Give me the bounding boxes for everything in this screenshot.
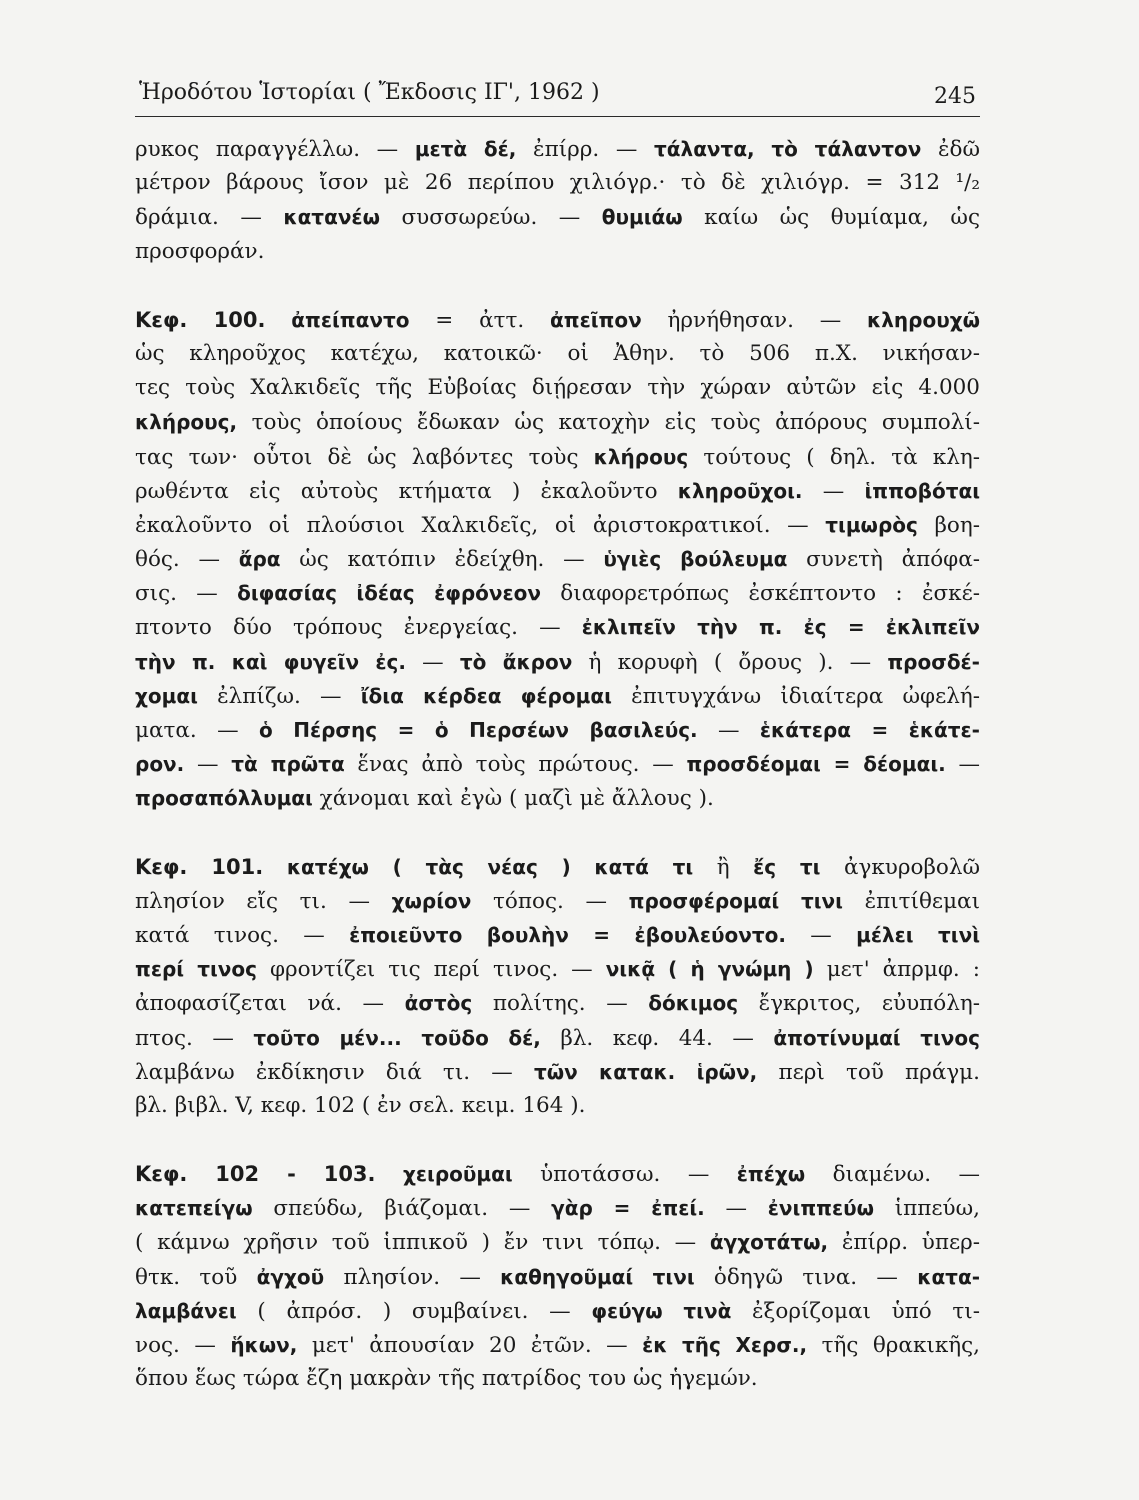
text-line: λαμβάνω ἐκδίκησιν διά τι. — τῶν κατακ. ἱρῶν, περὶ τοῦ πράγμ.: [135, 1059, 980, 1085]
text-line: πτος. — τοῦτο μέν... τοῦδο δέ, βλ. κεφ. 44. — ἀποτίνυμαί τινος: [135, 1025, 980, 1051]
lemma: ἀπεῖπον: [550, 307, 642, 332]
lemma: χειροῦμαι: [403, 1162, 513, 1187]
lemma: ἐκλιπεῖν τὴν π. ἐς = ἐκλιπεῖν: [581, 615, 980, 640]
lemma: κατα-: [917, 1264, 980, 1289]
lemma: ὁ Πέρσης = ὁ Περσέων βασιλεύς.: [258, 718, 698, 742]
lemma: ἑκάτερα = ἑκάτε-: [759, 718, 980, 742]
lemma: προσδέ-: [887, 649, 980, 674]
lemma: διφασίας ἰδέας ἐφρόνεον: [237, 581, 542, 606]
lemma: φεύγω τινὰ: [591, 1298, 732, 1323]
text-line: λαμβάνει ( ἀπρόσ. ) συμβαίνει. — φεύγω τινὰ ἐξορίζομαι ὑπό τι-: [135, 1298, 980, 1324]
lemma: ἱπποβόται: [864, 478, 980, 503]
text-line: ἀποφασίζεται νά. — ἀστὸς πολίτης. — δόκιμος ἔγκριτος, εὐυπόλη-: [135, 991, 980, 1017]
lemma: ἀπείπαντο: [291, 307, 410, 332]
running-title: Ἡροδότου Ἱστορίαι ( Ἔκδοσις ΙΓ', 1962 ): [139, 80, 600, 105]
chapter-heading: Κεφ. 102 - 103.: [135, 1162, 376, 1187]
text-line: μέτρον βάρους ἴσον μὲ 26 περίπου χιλιόγρ.· τὸ δὲ χιλιόγρ. = 312 ¹/₂: [135, 170, 980, 196]
text-line: δράμια. — κατανέω συσσωρεύω. — θυμιάω καίω ὡς θυμίαμα, ὡς: [135, 205, 980, 231]
chapter-heading: Κεφ. 101.: [135, 854, 264, 879]
text-line: ὅπου ἕως τώρα ἔζη μακρὰν τῆς πατρίδος του ὡς ἡγεμών.: [135, 1366, 758, 1392]
lemma: κατανέω: [283, 205, 380, 230]
text-line: ρωθέντα εἰς αὐτοὺς κτήματα ) ἐκαλοῦντο κληροῦχοι. — ἱπποβόται: [135, 478, 980, 504]
text-line: ρυκος παραγγέλλω. — μετὰ δέ, ἐπίρρ. — τάλαντα, τὸ τάλαντον ἐδῶ: [135, 137, 980, 162]
lemma: χωρίον: [391, 888, 472, 913]
lemma: τὰ πρῶτα: [231, 752, 345, 777]
text-line: προσφοράν.: [135, 238, 265, 264]
text-line: θτκ. τοῦ ἀγχοῦ πλησίον. — καθηγοῦμαί τινι ὁδηγῶ τινα. — κατα-: [135, 1264, 980, 1290]
lemma: τάλαντα, τὸ τάλαντον: [654, 137, 922, 161]
lemma: κληρουχῶ: [867, 307, 980, 332]
text-line: κλήρους, τοὺς ὁποίους ἔδωκαν ὡς κατοχὴν εἰς τοὺς ἀπόρους συμπολί-: [135, 410, 980, 436]
text-line: Κεφ. 102 - 103. χειροῦμαι ὑποτάσσω. — ἐπέχω διαμένω. —: [135, 1162, 980, 1188]
lemma: ἀποτίνυμαί τινος: [773, 1025, 980, 1050]
text-line: ρον. — τὰ πρῶτα ἕνας ἀπὸ τοὺς πρώτους. — προσδέομαι = δέομαι. —: [135, 752, 980, 778]
lemma: λαμβάνει: [135, 1298, 237, 1323]
lemma: καθηγοῦμαί τινι: [500, 1264, 695, 1289]
lemma: ἔς τι: [753, 854, 821, 879]
lemma: προσαπόλλυμαι: [135, 786, 313, 811]
lemma: προσδέομαι = δέομαι.: [686, 752, 946, 777]
text-line: ματα. — ὁ Πέρσης = ὁ Περσέων βασιλεύς. — ἑκάτερα = ἑκάτε-: [135, 718, 980, 743]
text-line: ἐκαλοῦντο οἱ πλούσιοι Χαλκιδεῖς, οἱ ἀριστοκρατικοί. — τιμωρὸς βοη-: [135, 512, 980, 538]
text-line: πλησίον εἴς τι. — χωρίον τόπος. — προσφέρομαί τινι ἐπιτίθεμαι: [135, 888, 980, 914]
lemma: ἥκων,: [230, 1333, 298, 1357]
text-line: σις. — διφασίας ἰδέας ἐφρόνεον διαφορετρόπως ἐσκέπτοντο : ἐσκέ-: [135, 581, 980, 607]
lemma: ἴδια κέρδεα φέρομαι: [360, 683, 612, 708]
lemma: δόκιμος: [648, 991, 739, 1016]
lemma: ἀγχοῦ: [256, 1264, 325, 1289]
lemma: ρον.: [135, 752, 185, 777]
lemma: τῶν κατακ. ἱρῶν,: [533, 1059, 758, 1084]
lemma: ἐνιππεύω: [767, 1196, 874, 1221]
lemma: νικᾷ ( ἡ γνώμη ): [605, 957, 814, 982]
text-line: προσαπόλλυμαι χάνομαι καὶ ἐγὼ ( μαζὶ μὲ ἄλλους ).: [135, 786, 714, 812]
text-line: χομαι ἐλπίζω. — ἴδια κέρδεα φέρομαι ἐπιτυγχάνω ἰδιαίτερα ὠφελή-: [135, 683, 980, 709]
commentary-text: [135, 132, 980, 1396]
lemma: τὸ ἄκρον: [459, 649, 573, 674]
lemma: θυμιάω: [601, 205, 683, 230]
text-line: Κεφ. 101. κατέχω ( τὰς νέας ) κατά τι ἢ ἔς τι ἀγκυροβολῶ: [135, 854, 980, 880]
text-line: κατά τινος. — ἐποιεῦντο βουλὴν = ἐβουλεύοντο. — μέλει τινὶ: [135, 922, 980, 948]
text-line: τὴν π. καὶ φυγεῖν ἐς. — τὸ ἄκρον ἡ κορυφὴ ( ὄρους ). — προσδέ-: [135, 649, 980, 675]
lemma: προσφέρομαί τινι: [628, 888, 843, 913]
lemma: ἐπέχω: [736, 1162, 806, 1187]
text-line: νος. — ἥκων, μετ' ἀπουσίαν 20 ἐτῶν. — ἐκ τῆς Χερσ., τῆς θρακικῆς,: [135, 1333, 980, 1358]
text-line: Κεφ. 100. ἀπείπαντο = ἀττ. ἀπεῖπον ἠρνήθησαν. — κληρουχῶ: [135, 307, 980, 333]
lemma: τιμωρὸς: [825, 512, 918, 537]
lemma: χομαι: [135, 683, 198, 708]
text-line: ὡς κληροῦχος κατέχω, κατοικῶ· οἱ Ἀθην. τὸ 506 π.Χ. νικήσαν-: [135, 340, 980, 366]
text-line: κατεπείγω σπεύδω, βιάζομαι. — γὰρ = ἐπεί. — ἐνιππεύω ἱππεύω,: [135, 1196, 980, 1222]
text-line: τες τοὺς Χαλκιδεῖς τῆς Εὐβοίας διῄρεσαν τὴν χώραν αὐτῶν εἰς 4.000: [135, 375, 980, 401]
lemma: ἄρα: [238, 547, 281, 572]
lemma: κατέχω ( τὰς νέας ) κατά τι: [286, 854, 694, 879]
text-line: θός. — ἄρα ὡς κατόπιν ἐδείχθη. — ὑγιὲς βούλευμα συνετὴ ἀπόφα-: [135, 547, 980, 573]
lemma: ἐποιεῦντο βουλὴν = ἐβουλεύοντο.: [349, 922, 786, 947]
lemma: μέλει τινὶ: [856, 922, 980, 947]
lemma: ἀγχοτάτω,: [709, 1230, 829, 1255]
paragraph-gap: [135, 816, 980, 850]
lemma: περί τινος: [135, 957, 257, 982]
text-line: τας των· οὗτοι δὲ ὡς λαβόντες τοὺς κλήρους τούτους ( δηλ. τὰ κλη-: [135, 444, 980, 470]
lemma: τοῦτο μέν... τοῦδο δέ,: [253, 1025, 541, 1050]
text-line: περί τινος φροντίζει τις περί τινος. — νικᾷ ( ἡ γνώμη ) μετ' ἀπρμφ. :: [135, 957, 980, 983]
lemma: γὰρ = ἐπεί.: [551, 1196, 705, 1221]
lemma: ἀστὸς: [404, 991, 473, 1016]
lemma: ἐκ τῆς Χερσ.,: [642, 1333, 808, 1357]
lemma: τὴν π. καὶ φυγεῖν ἐς.: [135, 649, 406, 674]
lemma: κατεπείγω: [135, 1196, 253, 1221]
lemma: κλήρους: [593, 444, 689, 469]
lemma: μετὰ δέ,: [414, 137, 517, 161]
chapter-heading: Κεφ. 100.: [135, 307, 266, 332]
text-line: πτοντο δύο τρόπους ἐνεργείας. — ἐκλιπεῖν τὴν π. ἐς = ἐκλιπεῖν: [135, 615, 980, 641]
paragraph-gap: [135, 269, 980, 303]
page-number: 245: [934, 84, 976, 109]
text-line: βλ. βιβλ. V, κεφ. 102 ( ἐν σελ. κειμ. 164 ).: [135, 1092, 586, 1118]
lemma: κληροῦχοι.: [677, 478, 803, 503]
paragraph-gap: [135, 1123, 980, 1157]
running-header: [135, 76, 980, 117]
lemma: ὑγιὲς βούλευμα: [603, 547, 788, 572]
lemma: κλήρους,: [135, 410, 238, 435]
text-line: ( κάμνω χρῆσιν τοῦ ἱππικοῦ ) ἔν τινι τόπῳ. — ἀγχοτάτω, ἐπίρρ. ὑπερ-: [135, 1230, 980, 1256]
